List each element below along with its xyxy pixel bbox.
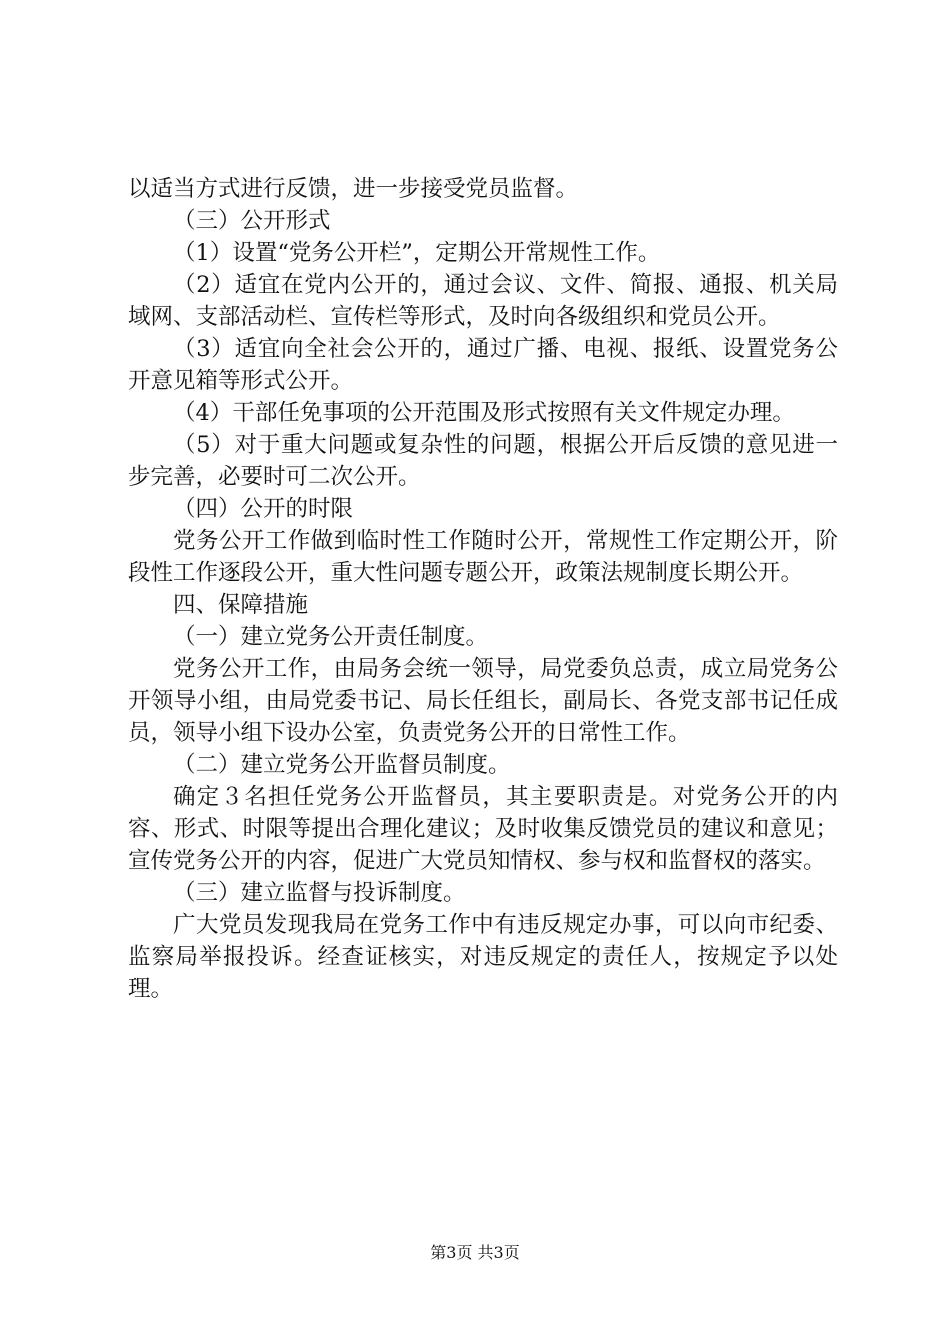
paragraph-responsibility: 党务公开工作，由局务会统一领导，局党委负总责，成立局党务公开领导小组，由局党委书记、局长任组长，副局长、各党支部书记任成员，领导小组下设办公室，负责党务公开的日常性工作。 [128, 656, 838, 746]
list-item-1: （1）设置“党务公开栏”，定期公开常规性工作。 [173, 240, 661, 266]
section-heading-time-limits: （四）公开的时限 [173, 496, 354, 522]
list-item-5: （5）对于重大问题或复杂性的问题，根据公开后反馈的意见进一步完善，必要时可二次公开。 [128, 432, 838, 490]
page-footer: 第3页 共3页 [430, 1243, 520, 1262]
section-heading-safeguards: 四、保障措施 [173, 592, 309, 618]
subheading-supervisors: （二）建立党务公开监督员制度。 [173, 752, 511, 778]
paragraph-supervisors: 确定３名担任党务公开监督员，其主要职责是。对党务公开的内容、形式、时限等提出合理化建议；及时收集反馈党员的建议和意见；宣传党务公开的内容，促进广大党员知情权、参与权和监督权的落实。 [128, 784, 838, 874]
list-item-2: （2）适宜在党内公开的，通过会议、文件、简报、通报、机关局域网、支部活动栏、宣传栏等形式，及时向各级组织和党员公开。 [128, 272, 838, 330]
section-heading-disclosure-forms: （三）公开形式 [173, 208, 331, 234]
paragraph-continuation: 以适当方式进行反馈，进一步接受党员监督。 [128, 176, 579, 202]
paragraph-complaints: 广大党员发现我局在党务工作中有违反规定办事，可以向市纪委、监察局举报投诉。经查证核实，对违反规定的责任人，按规定予以处理。 [128, 912, 838, 1002]
document-body [128, 173, 838, 1005]
paragraph-time-limits: 党务公开工作做到临时性工作随时公开，常规性工作定期公开，阶段性工作逐段公开，重大性问题专题公开，政策法规制度长期公开。 [128, 528, 838, 586]
list-item-4: （4）干部任免事项的公开范围及形式按照有关文件规定办理。 [173, 400, 795, 426]
subheading-responsibility: （一）建立党务公开责任制度。 [173, 624, 489, 650]
list-item-3: （3）适宜向全社会公开的，通过广播、电视、报纸、设置党务公开意见箱等形式公开。 [128, 336, 838, 394]
subheading-complaints: （三）建立监督与投诉制度。 [173, 880, 466, 906]
